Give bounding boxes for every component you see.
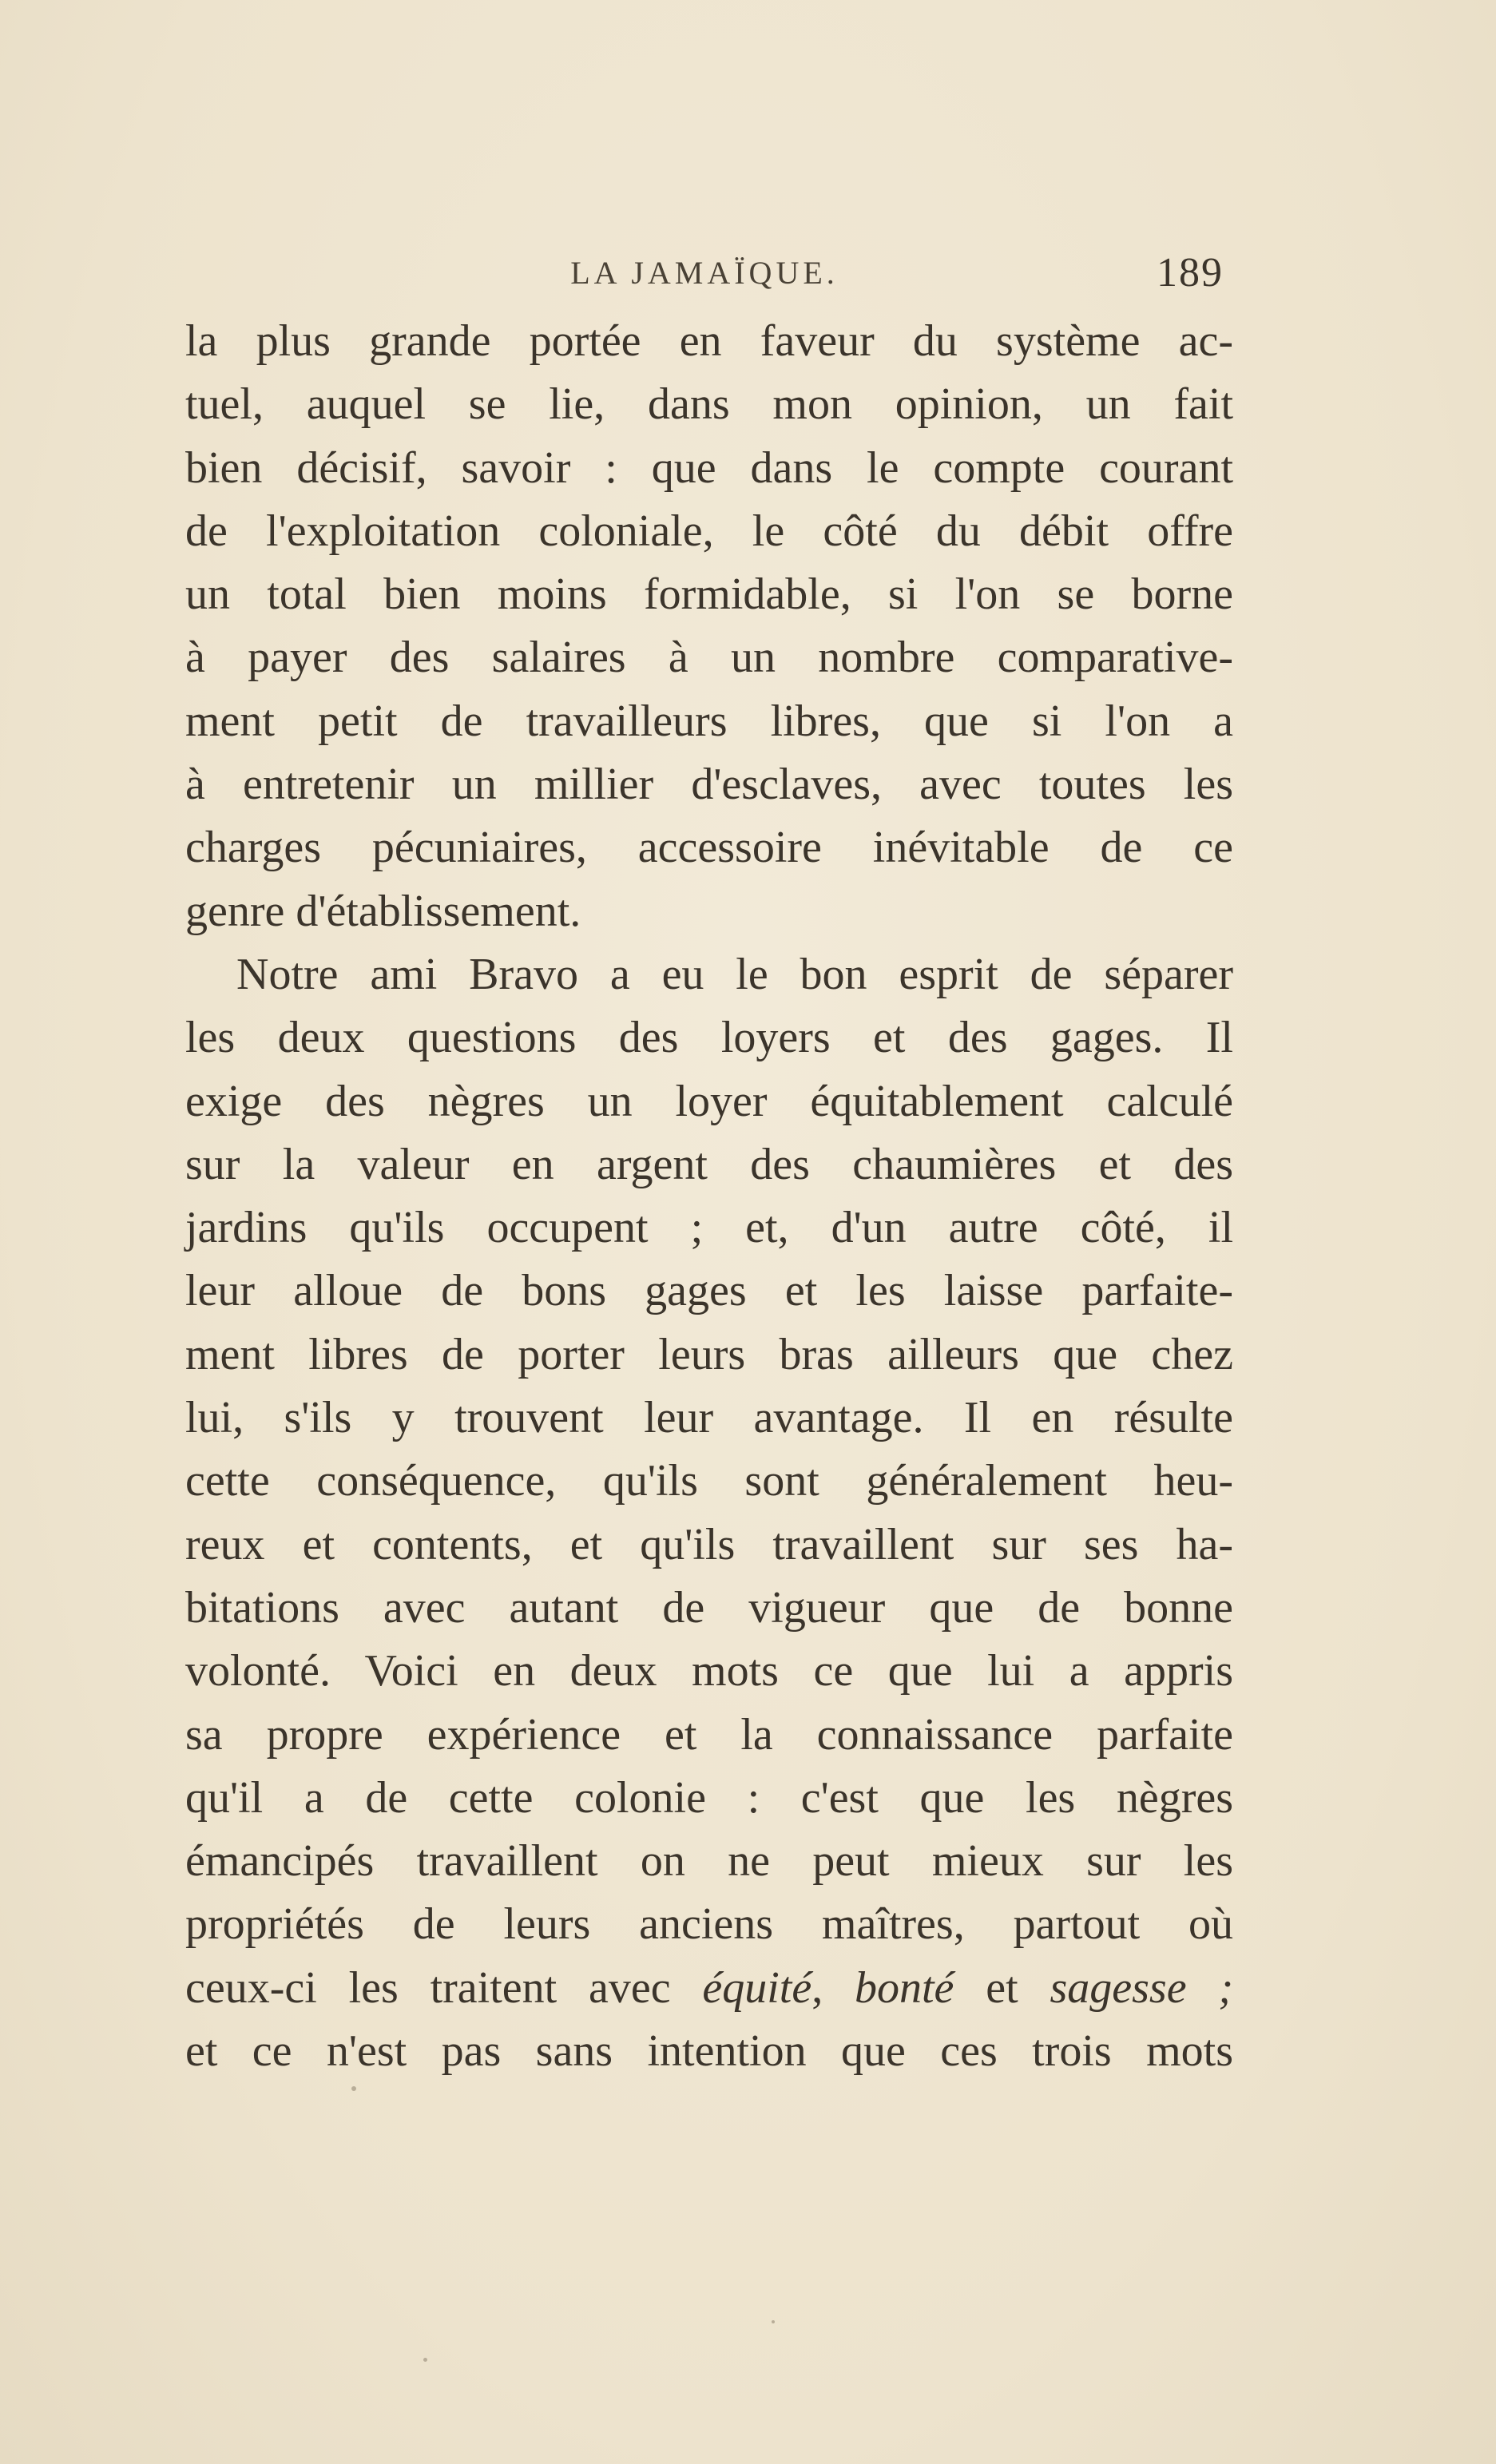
- text-line: de l'exploitation coloniale, le côté du débit offre: [185, 506, 1233, 556]
- body-text: [185, 310, 1233, 2083]
- text-run: ,: [811, 1962, 855, 2013]
- text-line: sur la valeur en argent des chaumières et des: [185, 1139, 1233, 1189]
- text-line: bitations avec autant de vigueur que de bonne: [185, 1582, 1233, 1633]
- text-line: un total bien moins formidable, si l'on se borne: [185, 569, 1233, 620]
- text-run: et: [954, 1962, 1050, 2013]
- text-line: tuel, auquel se lie, dans mon opinion, un fait: [185, 379, 1233, 430]
- text-line: et ce n'est pas sans intention que ces trois mots: [185, 2026, 1233, 2077]
- text-line: Notre ami Bravo a eu le bon esprit de séparer: [236, 949, 1233, 999]
- text-line: lui, s'ils y trouvent leur avantage. Il en résulte: [185, 1393, 1233, 1443]
- text-line: les deux questions des loyers et des gages. Il: [185, 1013, 1233, 1063]
- text-line: sa propre expérience et la connaissance parfaite: [185, 1709, 1233, 1760]
- text-line: leur alloue de bons gages et les laisse parfaite-: [185, 1266, 1233, 1316]
- text-line: à entretenir un millier d'esclaves, avec toutes les: [185, 760, 1233, 810]
- text-line: la plus grande portée en faveur du système ac-: [185, 316, 1233, 366]
- text-line: volonté. Voici en deux mots ce que lui a appris: [185, 1646, 1233, 1696]
- text-line: genre d'établissement.: [185, 886, 581, 936]
- text-line: émancipés travaillent on ne peut mieux sur les: [185, 1836, 1233, 1887]
- page-header: [185, 250, 1224, 302]
- italic-word: bonté: [855, 1962, 954, 2013]
- text-line: bien décisif, savoir : que dans le compte courant: [185, 442, 1233, 493]
- text-line: jardins qu'ils occupent ; et, d'un autre côté, il: [185, 1203, 1233, 1253]
- text-line: propriétés de leurs anciens maîtres, partout où: [185, 1899, 1233, 1950]
- text-run: ceux-ci les traitent avec: [185, 1962, 703, 2013]
- paper-speck: [351, 2086, 356, 2091]
- italic-word: équité: [702, 1962, 812, 2013]
- text-line-with-italics: [185, 1957, 1233, 2020]
- text-line: ment petit de travailleurs libres, que si l'on a: [185, 696, 1233, 746]
- text-line: cette conséquence, qu'ils sont généralement heu-: [185, 1456, 1233, 1506]
- running-title: LA JAMAÏQUE.: [570, 255, 839, 291]
- text-line: ment libres de porter leurs bras ailleurs que chez: [185, 1329, 1233, 1379]
- text-line: charges pécuniaires, accessoire inévitable de ce: [185, 823, 1233, 873]
- text-line: à payer des salaires à un nombre comparative-: [185, 633, 1233, 683]
- text-line: qu'il a de cette colonie : c'est que les nègres: [185, 1772, 1233, 1823]
- italic-word: sagesse ;: [1050, 1962, 1233, 2013]
- page-number: 189: [1157, 250, 1224, 296]
- text-line: exige des nègres un loyer équitablement calculé: [185, 1076, 1233, 1126]
- paper-speck: [772, 2320, 775, 2323]
- text-line: reux et contents, et qu'ils travaillent sur ses ha-: [185, 1519, 1233, 1569]
- paper-speck: [423, 2358, 427, 2362]
